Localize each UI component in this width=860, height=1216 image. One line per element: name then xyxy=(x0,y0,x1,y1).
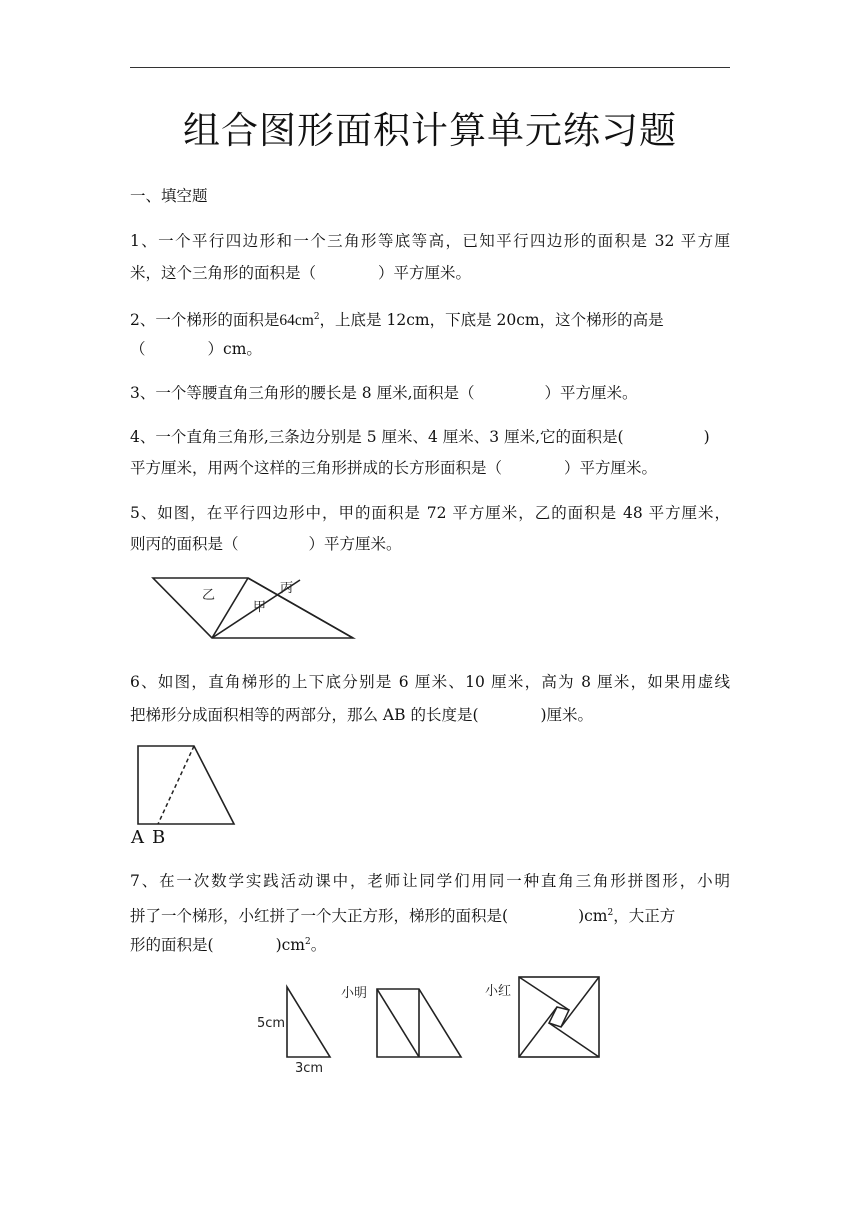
trapezoid-figure xyxy=(130,742,240,847)
q5-text-end: ）平方厘米。 xyxy=(308,535,402,553)
pinwheel-line-1 xyxy=(519,977,569,1010)
q5-line2 xyxy=(130,534,740,554)
q7-figures xyxy=(255,975,615,1080)
q7-unit-1: )cm xyxy=(578,907,608,926)
xiaoming-divider-diagonal xyxy=(377,989,419,1057)
dashed-line xyxy=(158,746,194,824)
q6-text: 把梯形分成面积相等的两部分，那么 AB 的长度是( xyxy=(130,706,479,724)
q1-text-end: ）平方厘米。 xyxy=(378,264,472,282)
q6-line1: 6、如图，直角梯形的上下底分别是 6 厘米、10 厘米，高为 8 厘米，如果用虚线 xyxy=(130,673,730,691)
divider-left xyxy=(212,578,248,638)
label-5cm: 5cm xyxy=(257,1016,286,1031)
label-yi: 乙 xyxy=(202,588,216,603)
q3-text-end: ）平方厘米。 xyxy=(544,384,638,402)
q4-line2 xyxy=(130,458,740,478)
q7-text-3: 形的面积是( xyxy=(130,936,214,955)
pinwheel-line-3 xyxy=(549,1023,599,1057)
label-xiaohong: 小红 xyxy=(485,984,512,999)
q2-area: 64cm xyxy=(279,312,314,330)
q5-text: 则丙的面积是（ xyxy=(130,535,239,553)
q2-area-sup: 2 xyxy=(313,312,320,322)
q1-line1: 1、一个平行四边形和一个三角形等底等高，已知平行四边形的面积是 32 平方厘 xyxy=(130,232,730,250)
q7-line3 xyxy=(130,932,740,955)
pinwheel-line-4 xyxy=(519,1007,557,1057)
q7-sup-2: 2 xyxy=(305,937,311,947)
q2-text-end: ）cm。 xyxy=(207,340,262,358)
q3-text: 3、一个等腰直角三角形的腰长是 8 厘米,面积是（ xyxy=(130,384,475,402)
trapezoid-outline xyxy=(138,746,234,824)
q2-text-2: ，上底是 12cm，下底是 20cm，这个梯形的高是 xyxy=(319,311,664,330)
q4-text: 4、一个直角三角形,三条边分别是 5 厘米、4 厘米、3 厘米,它的面积是( xyxy=(130,428,624,446)
q4-text-2: 平方厘米，用两个这样的三角形拼成的长方形面积是（ xyxy=(130,459,503,477)
q7-line2 xyxy=(130,903,740,926)
pinwheel-line-2 xyxy=(561,977,599,1027)
label-jia: 甲 xyxy=(253,600,267,615)
right-triangle xyxy=(287,987,330,1057)
q6-line2 xyxy=(130,705,740,725)
q2-line2 xyxy=(130,339,740,359)
label-3cm: 3cm xyxy=(295,1061,324,1076)
q7-text: 拼了一个梯形，小红拼了一个大正方形，梯形的面积是( xyxy=(130,907,509,926)
q7-end: 。 xyxy=(310,936,327,955)
q4-close: ) xyxy=(703,428,710,446)
label-xiaoming: 小明 xyxy=(341,986,368,1001)
q4-text-end: ）平方厘米。 xyxy=(564,459,658,477)
q4-line1 xyxy=(130,427,740,447)
q3-line1 xyxy=(130,383,740,403)
label-a: A xyxy=(131,827,144,848)
section-heading: 一、填空题 xyxy=(130,187,208,205)
label-b: B xyxy=(152,827,166,848)
parallelogram-figure xyxy=(150,575,360,645)
q2-open: （ xyxy=(130,340,146,358)
page-title: 组合图形面积计算单元练习题 xyxy=(183,109,677,152)
q2-text: 2、一个梯形的面积是 xyxy=(130,311,280,330)
inner-square xyxy=(549,1007,569,1027)
q7-unit-2: )cm xyxy=(275,936,305,955)
q6-text-end: )厘米。 xyxy=(540,706,594,724)
header-rule xyxy=(130,67,730,68)
label-bing: 丙 xyxy=(280,581,294,596)
square-xiaohong xyxy=(519,977,599,1057)
q2-line1 xyxy=(130,307,740,331)
q1-line2 xyxy=(130,263,740,283)
q5-line1: 5、如图，在平行四边形中，甲的面积是 72 平方厘米，乙的面积是 48 平方厘米， xyxy=(130,504,730,522)
q1-text: 米，这个三角形的面积是（ xyxy=(130,264,317,282)
q7-line1: 7、在一次数学实践活动课中，老师让同学们用同一种直角三角形拼图形，小明 xyxy=(130,872,730,890)
q7-sup-1: 2 xyxy=(607,908,614,918)
q7-text-2: ，大正方 xyxy=(613,907,676,926)
